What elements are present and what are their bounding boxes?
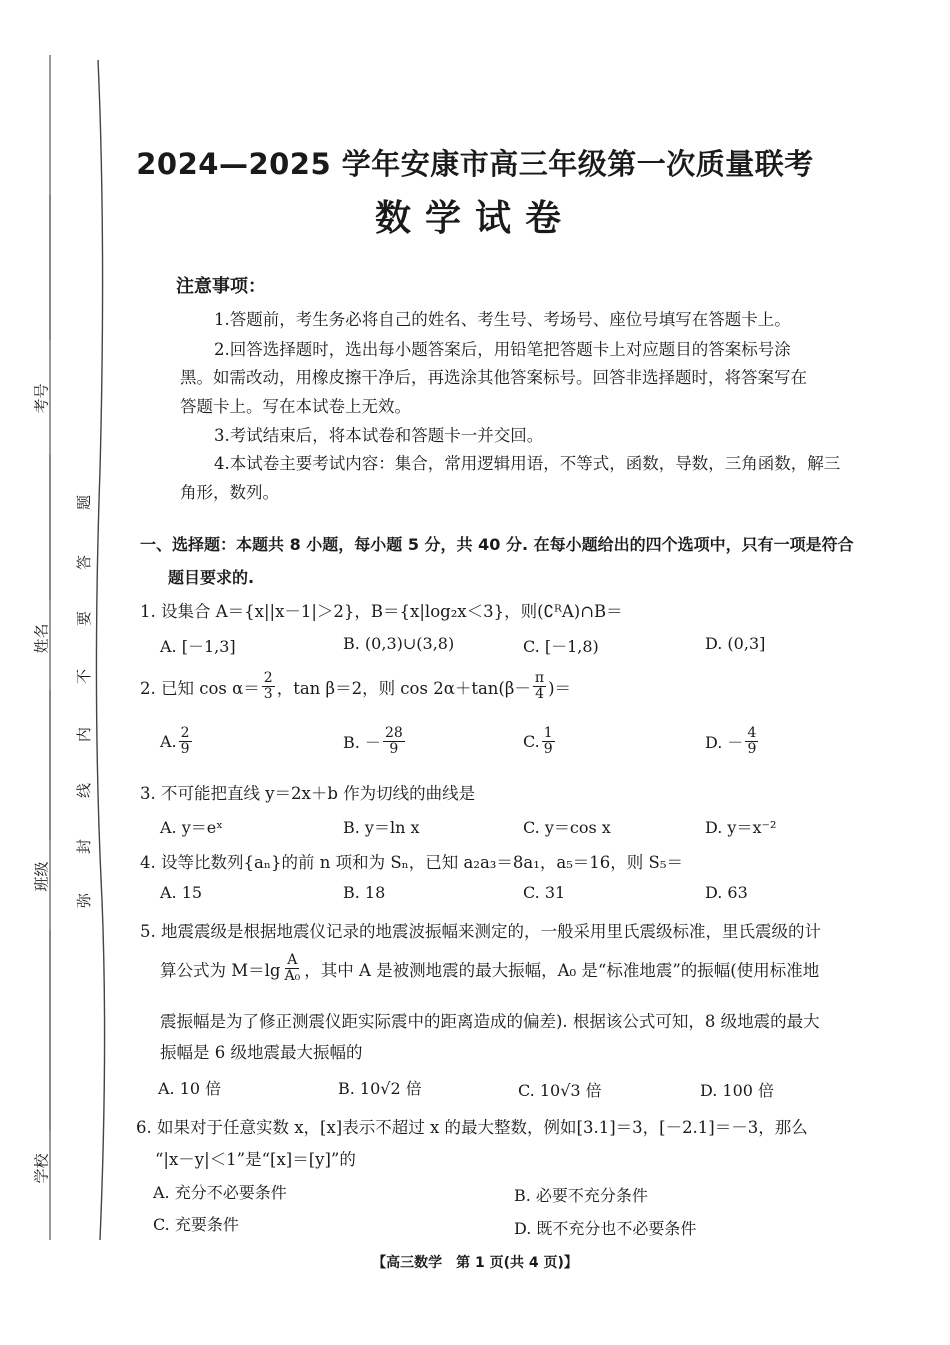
numerator: π — [534, 670, 545, 686]
q3-option-a: A. y＝eˣ — [160, 818, 224, 837]
q6-option-d: D. 既不充分也不必要条件 — [514, 1219, 697, 1238]
denominator: A₀ — [284, 968, 301, 984]
numerator: 2 — [180, 725, 190, 741]
xingming-label: 姓名 — [32, 623, 51, 654]
denominator: 9 — [747, 741, 757, 757]
option-label: B. － — [343, 733, 381, 752]
question-6-line1: 6. 如果对于任意实数 x，[x]表示不超过 x 的最大整数，例如[3.1]＝3，[－2.1]＝－3，那么 — [136, 1118, 808, 1137]
denominator: 9 — [389, 741, 399, 757]
q6-option-c: C. 充要条件 — [153, 1215, 239, 1234]
denominator: 3 — [263, 686, 273, 702]
notice-item: 角形，数列。 — [180, 483, 279, 502]
question-5-line2 — [160, 953, 819, 984]
banji-label: 班级 — [32, 861, 51, 892]
q2-fraction-pi — [533, 671, 546, 702]
denominator: 9 — [543, 741, 553, 757]
page-footer: 【高三数学 第 1 页(共 4 页)】 — [372, 1255, 578, 1271]
q4-option-a: A. 15 — [160, 883, 203, 902]
xuexiao-label: 学校 — [32, 1153, 51, 1184]
q1-option-c: C. [－1,8) — [523, 637, 599, 656]
q5-option-d: D. 100 倍 — [700, 1081, 775, 1100]
numerator: A — [287, 952, 298, 968]
q6-option-b: B. 必要不充分条件 — [514, 1186, 648, 1205]
q3-option-c: C. y＝cos x — [523, 818, 611, 837]
option-label: D. － — [705, 733, 744, 752]
question-2-stem — [140, 671, 571, 702]
numerator: 2 — [263, 670, 273, 686]
q5-option-b: B. 10√2 倍 — [338, 1079, 422, 1098]
section-heading-cont: 题目要求的. — [168, 568, 255, 587]
kaohao-label: 考号 — [32, 383, 51, 414]
seal-char: 题 — [75, 494, 94, 511]
seal-char: 线 — [75, 782, 94, 799]
notice-item: 1.答题前，考生务必将自己的姓名、考生号、考场号、座位号填写在答题卡上。 — [214, 310, 791, 329]
question-5-line4: 振幅是 6 级地震最大振幅的 — [160, 1043, 363, 1062]
question-3-stem: 3. 不可能把直线 y＝2x＋b 作为切线的曲线是 — [140, 784, 476, 803]
q5-option-a: A. 10 倍 — [158, 1079, 222, 1098]
fraction — [383, 726, 405, 757]
notice-item: 2.回答选择题时，选出每小题答案后，用铅笔把答题卡上对应题目的答案标号涂 — [214, 340, 791, 359]
q3-option-b: B. y＝ln x — [343, 818, 420, 837]
q4-option-b: B. 18 — [343, 883, 386, 902]
q5-option-c: C. 10√3 倍 — [518, 1081, 602, 1100]
seal-char: 不 — [75, 668, 94, 685]
fraction — [179, 726, 192, 757]
option-label: A. — [160, 732, 177, 751]
q5-formula-suffix: ，其中 A 是被测地震的最大振幅，A₀ 是“标准地震”的振幅(使用标准地 — [304, 960, 820, 980]
question-5-line3: 震振幅是为了修正测震仪距实际震中的距离造成的偏差). 根据该公式可知，8 级地震的最大 — [160, 1012, 820, 1031]
q1-option-d: D. (0,3] — [705, 634, 766, 653]
q2-suffix: )＝ — [548, 678, 572, 698]
notice-item: 4.本试卷主要考试内容：集合，常用逻辑用语，不等式，函数，导数，三角函数，解三 — [214, 454, 841, 473]
question-1-stem: 1. 设集合 A＝{x||x－1|＞2}，B＝{x|log₂x＜3}，则(∁ᴿA)∩B＝ — [140, 602, 623, 621]
q4-option-d: D. 63 — [705, 883, 748, 902]
exam-subtitle: 数学试卷 — [374, 198, 575, 239]
notice-item: 黑。如需改动，用橡皮擦干净后，再选涂其他答案标号。回答非选择题时，将答案写在 — [180, 368, 807, 387]
denominator: 9 — [180, 741, 190, 757]
notice-item: 答题卡上。写在本试卷上无效。 — [180, 397, 411, 416]
numerator: 28 — [384, 725, 403, 741]
seal-char: 要 — [75, 610, 94, 627]
exam-title: 2024—2025 学年安康市高三年级第一次质量联考 — [136, 147, 814, 181]
notice-heading: 注意事项： — [176, 276, 266, 297]
section-heading: 一、选择题：本题共 8 小题，每小题 5 分，共 40 分. 在每小题给出的四个选项中，只有一项是符合 — [140, 535, 854, 554]
numerator: 4 — [747, 725, 757, 741]
q2-option-c — [523, 726, 557, 757]
q1-option-a: A. [－1,3] — [160, 637, 236, 656]
denominator: 4 — [535, 686, 544, 702]
q2-option-d — [705, 726, 760, 757]
fraction — [542, 726, 555, 757]
option-label: C. — [523, 732, 540, 751]
question-5-line1: 5. 地震震级是根据地震仪记录的地震波振幅来测定的，一般采用里氏震级标准，里氏震级的计 — [140, 922, 821, 941]
q3-option-d: D. y＝x⁻² — [705, 818, 777, 837]
q2-option-a — [160, 726, 194, 757]
notice-item: 3.考试结束后，将本试卷和答题卡一并交回。 — [214, 426, 544, 445]
q4-option-c: C. 31 — [523, 883, 566, 902]
fraction — [745, 726, 758, 757]
q2-mid: ，tan β＝2，则 cos 2α＋tan(β－ — [276, 678, 531, 698]
seal-char: 弥 — [75, 892, 94, 909]
q1-option-b: B. (0,3)∪(3,8) — [343, 634, 455, 653]
seal-char: 内 — [75, 726, 94, 743]
q2-prefix: 2. 已知 cos α＝ — [140, 678, 260, 698]
seal-char: 答 — [75, 554, 94, 571]
seal-char: 封 — [75, 838, 94, 855]
q2-fraction-cos — [262, 671, 275, 702]
q5-formula-prefix: 算公式为 M＝lg — [160, 960, 281, 980]
question-6-line2: “|x－y|＜1”是“[x]＝[y]”的 — [155, 1150, 356, 1169]
q2-option-b — [343, 726, 407, 757]
numerator: 1 — [543, 725, 553, 741]
q6-option-a: A. 充分不必要条件 — [153, 1183, 287, 1202]
q5-fraction — [282, 953, 302, 984]
question-4-stem: 4. 设等比数列{aₙ}的前 n 项和为 Sₙ，已知 a₂a₃＝8a₁，a₅＝16，则 S₅＝ — [140, 853, 683, 872]
